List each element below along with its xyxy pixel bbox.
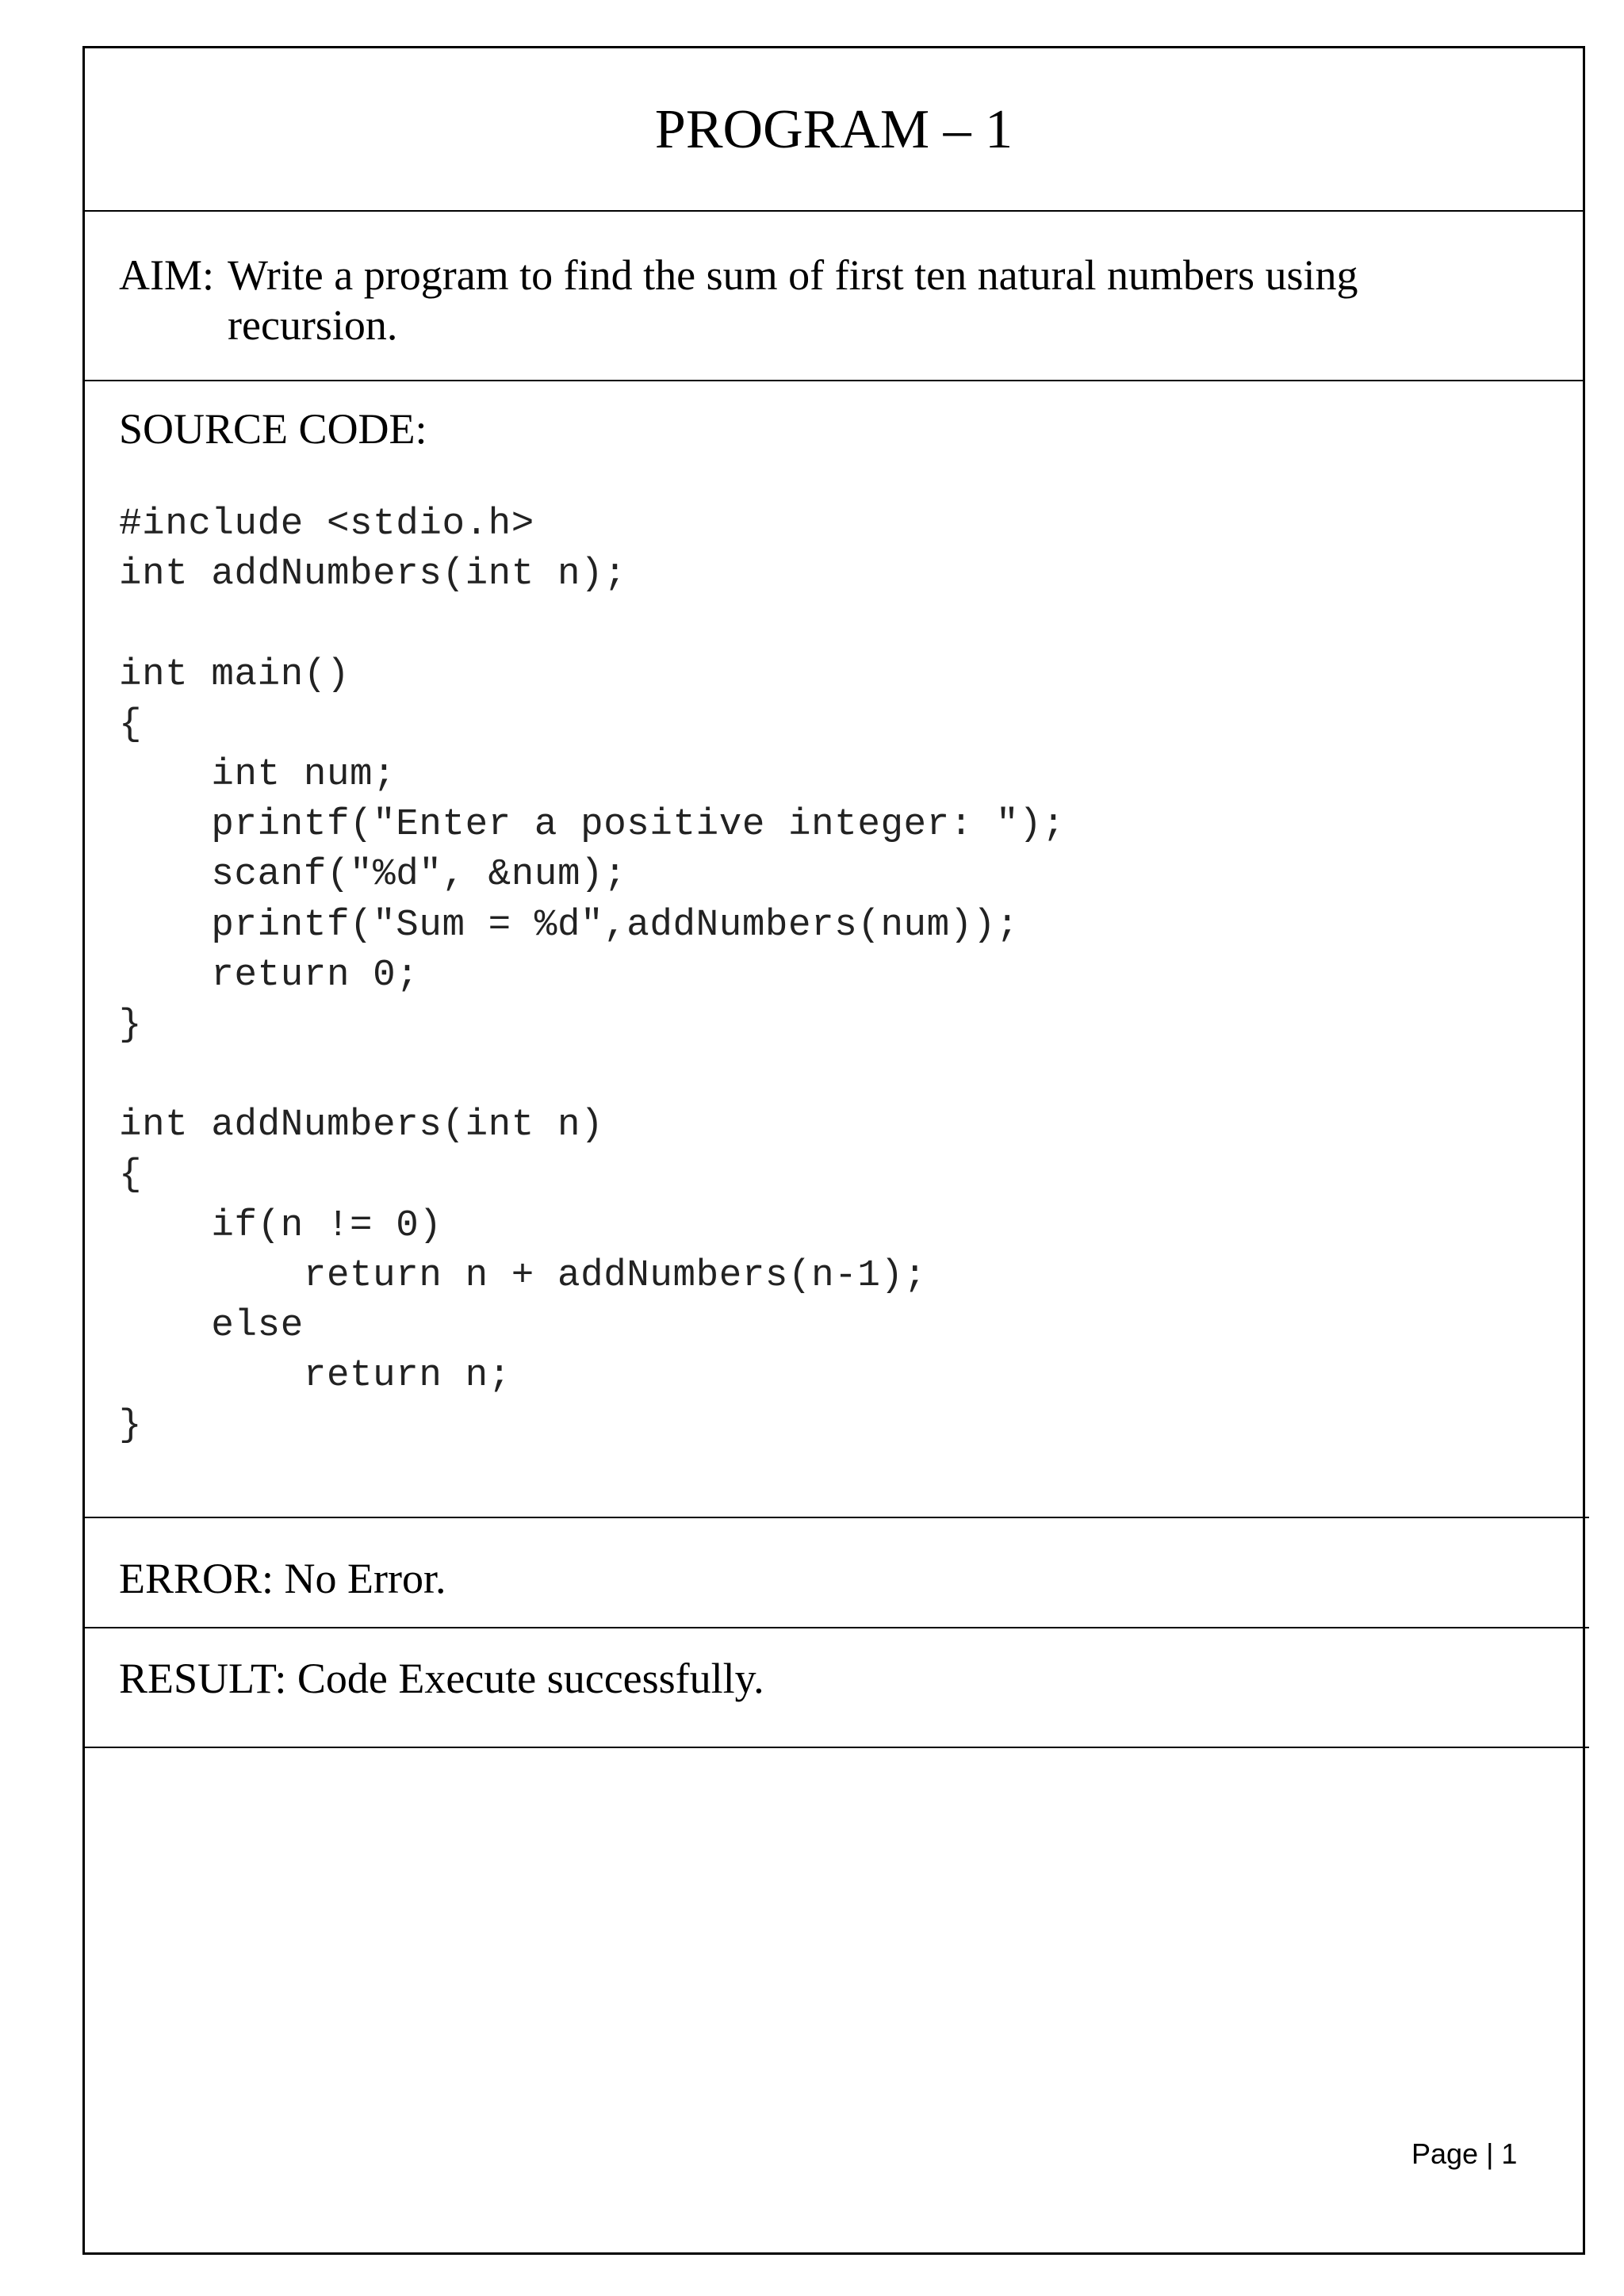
error-line: ERROR: No Error.: [119, 1555, 446, 1602]
source-code-heading: SOURCE CODE:: [119, 405, 427, 453]
divider-result: [82, 1747, 1589, 1748]
divider-aim: [82, 380, 1585, 381]
program-title: PROGRAM – 1: [654, 99, 1013, 160]
code-line: [119, 599, 1065, 649]
divider-source: [82, 1517, 1589, 1518]
page-number: Page | 1: [1411, 2137, 1518, 2170]
code-line: else: [119, 1304, 304, 1347]
code-line: int addNumbers(int n);: [119, 553, 627, 596]
code-line: }: [119, 1003, 143, 1047]
code-line: printf("Enter a positive integer: ");: [119, 803, 1066, 847]
code-line: #include <stdio.h>: [119, 503, 534, 545]
aim-label: AIM:: [119, 251, 214, 299]
result-line: RESULT: Code Execute successfully.: [119, 1655, 764, 1702]
code-line: int num;: [119, 752, 396, 796]
code-line: return n;: [119, 1354, 511, 1398]
code-line: [119, 1050, 1065, 1100]
code-line: scanf("%d", &num);: [119, 853, 627, 897]
code-line: int addNumbers(int n): [119, 1104, 604, 1147]
aim-text-line2: recursion.: [228, 301, 398, 349]
code-line: if(n != 0): [119, 1203, 442, 1247]
aim-section: [119, 251, 1546, 350]
code-line: int main(): [119, 652, 350, 696]
code-line: printf("Sum = %d",addNumbers(num));: [119, 903, 1020, 947]
divider-title: [82, 210, 1585, 212]
code-line: {: [119, 1154, 143, 1197]
aim-text-line1: Write a program to find the sum of first ten natural numbers using: [228, 251, 1358, 299]
code-line: return 0;: [119, 953, 419, 997]
source-code-block: [119, 499, 1065, 1452]
code-line: return n + addNumbers(n-1);: [119, 1253, 927, 1297]
code-line: }: [119, 1404, 143, 1448]
code-line: {: [119, 702, 143, 746]
divider-error: [82, 1627, 1589, 1628]
